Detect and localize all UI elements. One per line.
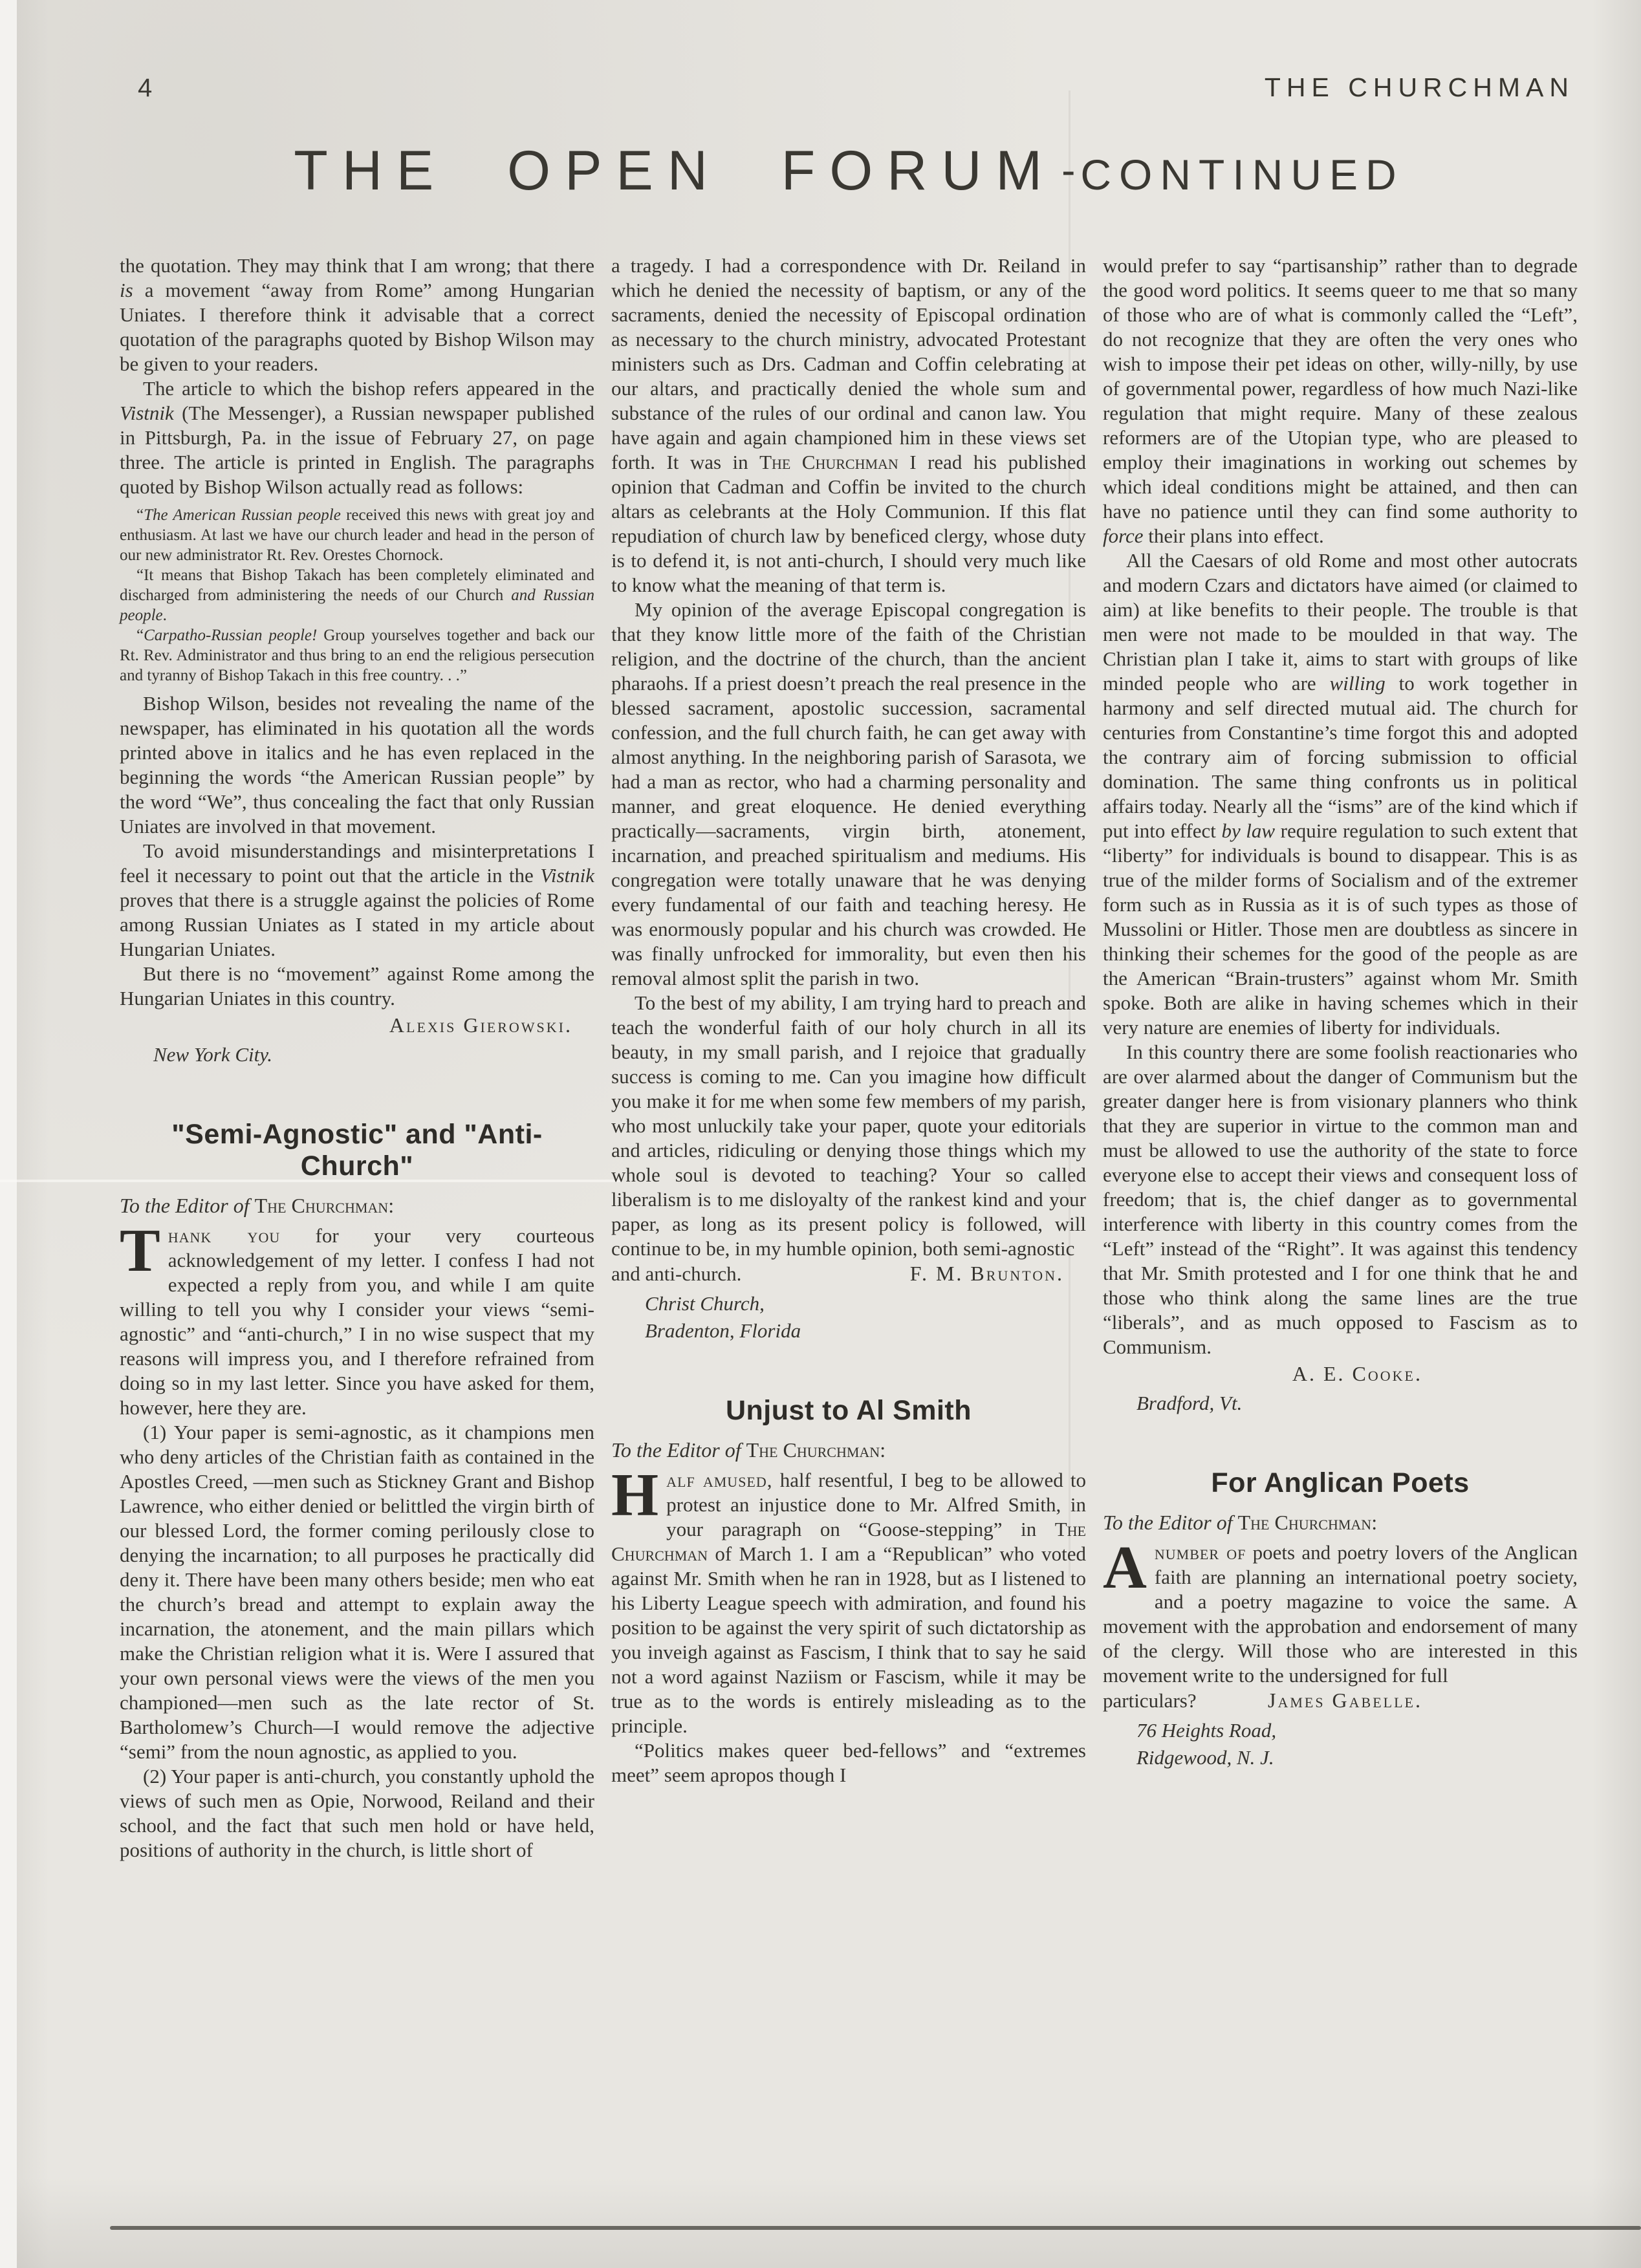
address-line: New York City. [153,1043,273,1066]
address-line: Bradford, Vt. [1136,1392,1243,1414]
publication-name: THE CHURCHMAN [1264,72,1574,102]
signature-name: A. E. Cooke. [1292,1362,1422,1385]
column-1 [120,254,594,1863]
page-content [120,72,1578,1863]
sender-address [1136,1390,1578,1417]
letter-heading: "Semi-Agnostic" and "Anti-Church" [171,1119,543,1182]
sender-address [1136,1717,1578,1771]
drop-cap: T [120,1217,160,1284]
page-title [120,139,1578,203]
drop-cap: H [611,1462,659,1529]
column-2 [611,254,1086,1863]
address-line: Ridgewood, N. J. [1136,1746,1274,1769]
page-number: 4 [138,74,153,102]
signature [120,1013,572,1037]
quote-paragraph: “The American Russian people received this news with great joy and enthusiasm. At last we have our church leader and head in the person of our new administrator Rt. Rev. Orestes Chornock. [120,506,595,564]
letter-paragraph: Half amused, half resentful, I beg to be allowed to protest an injustice done to Mr. Alfred Smith, in your paragraph on “Goose-stepping” in The Churchman of March 1. I am a “Republican” who voted against Mr. Smith when he ran in 1928, but as I listened to his Liberty League speech with admiration, and found his position to be against the very spirit of such dictatorship as you inveigh against as Fascism, I think that to say he said not a word against Naziism or Fascism, while it may be true as to the words is entirely misleading as to the principle. [611,1462,1086,1737]
editor-salutation: To the Editor of The Churchman: [1103,1511,1378,1534]
letter-paragraph: In this country there are some foolish reactionaries who are over alarmed about the danger of Communism but the greater danger here is from visionary planners who think that they are superior in virtue to the common man and must be allowed to use the authority of the state to force everyone else to accept their views and consequent loss of freedom; that is, the chief danger as to governmental interference with liberty in this country comes from the “Left” instead of the “Right”. It was against this tendency that Mr. Smith protested and I for one think that he and those who think along the same lines are the true “liberals”, and as much opposed to Fascism as to Communism. [1103,1041,1578,1358]
page-title-separator: - [1061,147,1076,193]
letter-heading: Unjust to Al Smith [725,1395,972,1426]
signature-line [1103,1688,1578,1713]
editor-salutation: To the Editor of The Churchman: [611,1438,886,1462]
letter-paragraph: the quotation. They may think that I am wrong; that there is a movement “away from Rome” among Hungarian Uniates. I therefore think it advisable that a correct quotation of the paragraphs quoted by Bishop Wilson may be given to your readers. [120,254,594,375]
letter-paragraph: (1) Your paper is semi-agnostic, as it champions men who deny articles of the Christian faith as contained in the Apostles Creed, —men such as Stickney Grant and Bishop Lawrence, who either denied or belittled the virgin birth of our blessed Lord, the former coming perilously close to denying the incarnation; to all purposes he practically did deny it. There have been many others beside; men who eat the church’s bread and attempt to explain away the incarnation, the atonement, and the main pillars which make the Christian religion what it is. Were I assured that your own personal views were the views of the men you championed—men such as the late rector of St. Bartholomew’s Church—I would remove the adjective “semi” from the noun agnostic, as applied to you. [120,1421,594,1763]
signature-line [611,1261,1086,1286]
letter-paragraph: Bishop Wilson, besides not revealing the name of the newspaper, has eliminated in his quotation all the words printed above in italics and he has even replaced in the beginning the words “the American Russian people” by the word “We”, thus concealing the fact that only Russian Uniates are involved in that movement. [120,692,594,837]
address-line: Christ Church, [645,1292,765,1315]
signature [1103,1362,1422,1386]
signature-name: Alexis Gierowski. [389,1013,572,1037]
page-title-suffix: CONTINUED [1080,151,1404,199]
letter-paragraph: To the best of my ability, I am trying hard to preach and teach the wonderful faith of our holy church in all its beauty, in my small parish, and I rejoice that gradually success is coming to me. Can you imagine how difficult you make it for me when some few members of my parish, who most unluckily take your paper, quote your editorials and articles, ridiculing or denying those things which my whole soul is devoted to teaching? Your so called liberalism is to me disloyalty of the rankest kind and your paper, as long as its present policy is followed, will continue to be, in my humble opinion, both semi-agnostic [611,991,1086,1260]
lead-words: hank you [168,1224,281,1247]
scan-bottom-edge [110,2226,1641,2230]
letter-paragraph: My opinion of the average Episcopal congregation is that they know little more of the faith of the Christian religion, and the doctrine of the church, than the ancient pharaohs. If a priest doesn’t preach the real presence in the blessed sacrament, apostolic succession, sacramental confession, and the full church faith, he can get away with almost anything. In the neighboring parish of Sarasota, we had a man as rector, who had a charming personality and manner, and great eloquence. He denied everything practically—sacraments, virgin birth, atonement, incarnation, and preached spiritualism and mediums. His congregation were totally unaware that he was denying every fundamental of our faith and teaching heresy. He was enormously popular and his church was crowded. He was finally unfrocked for immorality, but even then his removal almost split the parish in two. [611,598,1086,989]
sender-address [153,1041,594,1068]
sender-address [645,1290,1086,1345]
columns [120,254,1578,1863]
editor-salutation: To the Editor of The Churchman: [120,1194,395,1217]
quote-paragraph: “Carpatho-Russian people! Group yourselves together and back our Rt. Rev. Administrator and thus bring to an end the religious persecution and tyranny of Bishop Takach in this free country. . .” [120,627,594,684]
address-line: Bradenton, Florida [645,1319,801,1342]
paragraph-tail: particulars? [1103,1689,1197,1712]
letter-heading: For Anglican Poets [1211,1467,1470,1498]
signature-name: F. M. Brunton. [909,1262,1064,1285]
letter-paragraph: But there is no “movement” against Rome among the Hungarian Uniates in this country. [120,962,594,1010]
page-header [120,72,1578,103]
letter-paragraph: (2) Your paper is anti-church, you constantly uphold the views of such men as Opie, Norwood, Reiland and their school, and the fact that such men hold or have held, positions of authority in the church, is little short of [120,1765,594,1861]
letter-paragraph: To avoid misunderstandings and misinterpretations I feel it necessary to point out that the article in the Vistnik proves that there is a struggle against the policies of Rome among Russian Uniates as I stated in my article about Hungarian Uniates. [120,839,594,960]
letter-paragraph: would prefer to say “partisanship” rather than to degrade the good word politics. It seems queer to me that so many of those who are of what is commonly called the “Left”, do not recognize that they are often the very ones who wish to impose their pet ideas on other, willy-nilly, by use of governmental power, regardless of how much Nazi-like regulation that might require. Many of these zealous reformers are of the Utopian type, who are pleased to employ their imaginations in working out schemes by which ideal conditions might be attained, and then can have no patience until they can find some authority to force their plans into effect. [1103,254,1578,547]
lead-words: alf amused, [666,1469,773,1491]
letter-paragraph: a tragedy. I had a correspondence with Dr. Reiland in which he denied the necessity of baptism, or any of the sacraments, denied the necessity of Episcopal ordination as necessary to the church ministry, advocated Protestant ministers such as Drs. Cadman and Coffin celebrating at our altars, and practically denied the whole sum and substance of the rules of our ordinal and canon law. You have again and again championed him in these views set forth. It was in The Churchman I read his published opinion that Cadman and Coffin be invited to the church altars as celebrants at the Holy Communion. If this flat repudiation of church law by beneficed clergy, whose duty is to defend it, is not anti-church, I should very much like to know what the meaning of that term is. [611,254,1086,596]
page-title-main: THE OPEN FORUM [294,140,1057,202]
lead-words: number of [1154,1541,1246,1564]
letter-paragraph: “Politics makes queer bed-fellows” and “extremes meet” seem apropos though I [611,1739,1086,1786]
signature-name: James Gabelle. [1267,1689,1422,1712]
letter-paragraph: The article to which the bishop refers appeared in the Vistnik (The Messenger), a Russian newspaper published in Pittsburgh, Pa. in the issue of February 27, on page three. The article is printed in English. The paragraphs quoted by Bishop Wilson actually read as follows: [120,377,594,498]
paragraph-tail: and anti-church. [611,1262,742,1285]
drop-cap: A [1103,1534,1147,1601]
address-line: 76 Heights Road, [1136,1719,1277,1742]
column-3 [1103,254,1578,1863]
quote-paragraph: “It means that Bishop Takach has been completely eliminated and discharged from administering the needs of our Church and Russian people. [120,567,594,624]
letter-paragraph: Thank you for your very courteous acknowledgement of my letter. I confess I had not expected a reply from you, and while I am quite willing to tell you why I consider your views “semi-agnostic” and “anti-church,” I in no wise suspect that my reasons will impress you, and I therefore refrained from doing so in my last letter. Since you have asked for them, however, here they are. [120,1217,594,1419]
scan-left-edge [0,0,17,2268]
letter-paragraph: Anumber of poets and poetry lovers of the Anglican faith are planning an international poetry society, and a poetry magazine to voice the same. A movement with the approbation and endorsement of many of the clergy. Will those who are interested in this movement write to the undersigned for full [1103,1534,1578,1687]
quoted-extract [120,505,594,686]
letter-paragraph: All the Caesars of old Rome and most other autocrats and modern Czars and dictators have aimed (or claimed to aim) at like benefits to their people. The trouble is that men were not made to be moulded in that way. The Christian plan I take it, aims to start with groups of like minded people who are willing to work together in harmony and self directed mutual aid. The church for centuries from Constantine’s time forgot this and adopted the contrary aim of forcing submission to official domination. The same thing confronts us in political affairs today. Nearly all the “isms” are of the kind which if put into effect by law require regulation to such extent that “liberty” for individuals is bound to disappear. This is as true of the milder forms of Socialism and of the extremer form such as in Russia as it is of such types as those of Mussolini or Hitler. Those men are doubtless as sincere in thinking their schemes for the good of the people as are the American “Brain-trusters” against whom Mr. Smith spoke. Both are alike in having schemes which in their very nature are enemies of liberty for individuals. [1103,549,1578,1039]
